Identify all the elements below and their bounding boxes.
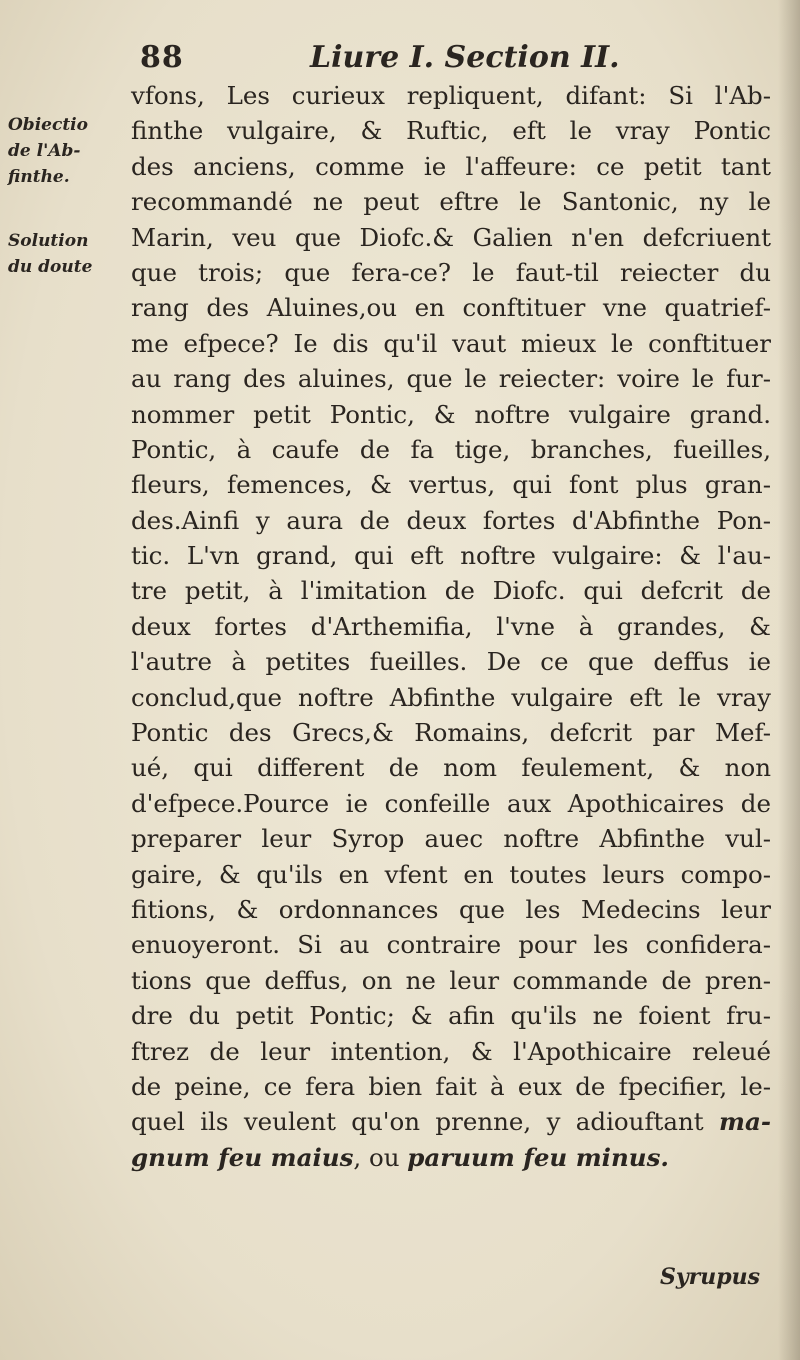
- page-number: 88: [140, 40, 184, 75]
- text-line: que trois; que fera-ce? le faut-til reiecter du: [131, 257, 771, 287]
- margin-note-line: de l'Ab-: [8, 141, 81, 161]
- margin-note-objection: [8, 112, 128, 190]
- text-line: vfons, Les curieux repliquent, difant: Si l'Ab-: [131, 81, 771, 110]
- text-line: dre du petit Pontic; & afin qu'ils ne foient fru-: [131, 1001, 771, 1031]
- text-line: fleurs, femences, & vertus, qui font plus gran-: [131, 470, 771, 500]
- italic-phrase: ma-: [719, 1107, 771, 1137]
- text-line: l'autre à petites fueilles. De ce que deffus ie: [131, 647, 771, 677]
- margin-note-line: Solution: [8, 231, 89, 251]
- text-line: recommandé ne peut eftre le Santonic, ny le: [131, 187, 771, 217]
- text-line: tre petit, à l'imitation de Diofc. qui defcrit de: [131, 576, 771, 606]
- text-line: Pontic des Grecs,& Romains, defcrit par Mef-: [131, 718, 771, 748]
- page-edge-shadow: [778, 0, 800, 1360]
- text-line: tions que deffus, on ne leur commande de pren-: [131, 965, 771, 995]
- text-line: me efpece? Ie dis qu'il vaut mieux le conftituer: [131, 328, 771, 358]
- text-line: ué, qui different de nom feulement, & non: [131, 753, 771, 783]
- text-line: finthe vulgaire, & Ruftic, eft le vray Pontic: [131, 116, 771, 146]
- body-text: [131, 78, 771, 1175]
- text-line: enuoyeront. Si au contraire pour les confidera-: [131, 930, 771, 960]
- margin-notes: [8, 112, 128, 318]
- text-line: Marin, veu que Diofc.& Galien n'en defcriuent: [131, 222, 771, 252]
- margin-note-solution: [8, 228, 128, 280]
- margin-note-line: Obiectio: [8, 115, 88, 135]
- italic-phrase: paruum feu minus.: [407, 1142, 669, 1172]
- text-line: conclud,que noftre Abfinthe vulgaire eft le vray: [131, 682, 771, 712]
- text-line-roman: quel ils veulent qu'on prenne, y adiouftant: [131, 1107, 704, 1137]
- text-line: rang des Aluines,ou en conftituer vne quatrief-: [131, 293, 771, 323]
- text-line: preparer leur Syrop auec noftre Abfinthe vul-: [131, 824, 771, 854]
- text-line: Pontic, à caufe de fa tige, branches, fueilles,: [131, 434, 771, 464]
- running-head: Liure I. Section II.: [310, 40, 620, 75]
- margin-note-line: du doute: [8, 257, 93, 277]
- catchword: Syrupus: [659, 1264, 760, 1290]
- text-line: deux fortes d'Arthemifia, l'vne à grandes, &: [131, 611, 771, 641]
- text-line: au rang des aluines, que le reiecter: voire le fur-: [131, 364, 771, 394]
- text-line: nommer petit Pontic, & noftre vulgaire grand.: [131, 399, 771, 429]
- text-line: de peine, ce fera bien fait à eux de fpecifier, le-: [131, 1071, 771, 1101]
- text-line: des anciens, comme ie l'affeure: ce petit tant: [131, 151, 771, 181]
- text-line: fitions, & ordonnances que les Medecins leur: [131, 894, 771, 924]
- italic-phrase: gnum feu maius: [131, 1142, 354, 1172]
- text-line: tic. L'vn grand, qui eft noftre vulgaire: & l'au-: [131, 541, 771, 571]
- text-line-final: [131, 1140, 771, 1175]
- text-line: ftrez de leur intention, & l'Apothicaire releué: [131, 1036, 771, 1066]
- text-line: gaire, & qu'ils en vfent en toutes leurs compo-: [131, 859, 771, 889]
- text-line-roman: , ou: [353, 1142, 408, 1172]
- margin-note-line: finthe.: [8, 167, 70, 187]
- text-line: [131, 1104, 771, 1139]
- text-line: d'efpece.Pource ie confeille aux Apothicaires de: [131, 788, 771, 818]
- text-line: des.Ainfi y aura de deux fortes d'Abfinthe Pon-: [131, 505, 771, 535]
